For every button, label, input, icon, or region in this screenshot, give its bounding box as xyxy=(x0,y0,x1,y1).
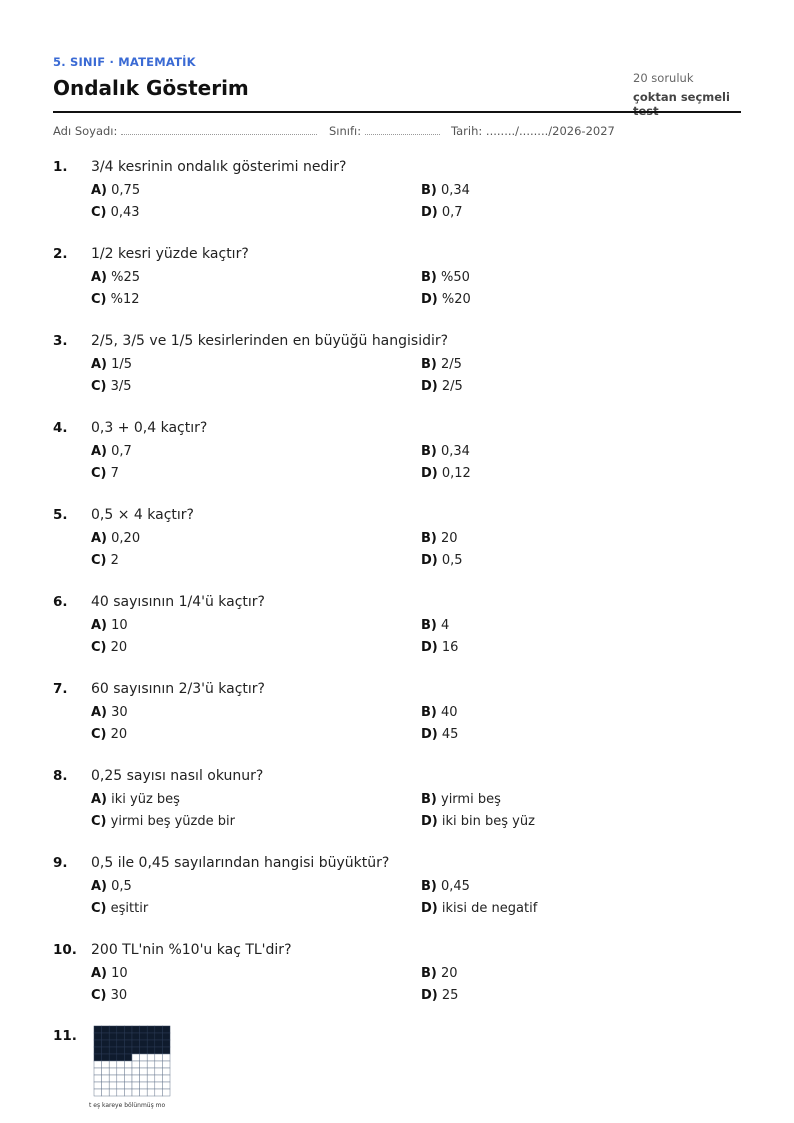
grid-cell xyxy=(124,1068,132,1075)
grid-cell-shaded xyxy=(132,1033,140,1040)
grid-cell xyxy=(162,1082,170,1089)
option-key: B) xyxy=(421,183,437,198)
option-b[interactable] xyxy=(421,183,470,198)
grid-cell-shaded xyxy=(140,1047,148,1054)
grid-cell xyxy=(147,1054,155,1061)
grid-cell xyxy=(140,1075,148,1082)
question-text: 0,25 sayısı nasıl okunur? xyxy=(91,768,264,784)
option-value: 0,5 xyxy=(111,879,132,894)
option-key: A) xyxy=(91,705,108,720)
option-value: 20 xyxy=(110,640,128,655)
grid-cell-shaded xyxy=(117,1033,125,1040)
grid-cell xyxy=(132,1082,140,1089)
option-value: ikisi de negatif xyxy=(441,901,538,916)
option-b[interactable] xyxy=(421,966,458,981)
grid-cell-shaded xyxy=(109,1040,117,1047)
grid-cell-shaded xyxy=(102,1054,110,1061)
option-d[interactable] xyxy=(421,901,537,916)
option-key: D) xyxy=(421,814,438,829)
question-text: 1/2 kesri yüzde kaçtır? xyxy=(91,246,249,262)
option-c[interactable] xyxy=(91,466,119,481)
option-b[interactable] xyxy=(421,879,470,894)
option-key: C) xyxy=(91,901,107,916)
option-key: B) xyxy=(421,618,437,633)
class-blank[interactable] xyxy=(365,124,440,135)
option-a[interactable] xyxy=(91,183,140,198)
grid-cell xyxy=(109,1068,117,1075)
question-count: 20 soruluk xyxy=(633,71,694,85)
grid-cell-shaded xyxy=(147,1047,155,1054)
question-text: 2/5, 3/5 ve 1/5 kesirlerinden en büyüğü hangisidir? xyxy=(91,333,449,349)
grid-cell-shaded xyxy=(155,1033,163,1040)
option-c[interactable] xyxy=(91,988,127,1003)
question-number: 7. xyxy=(53,681,68,697)
grid-cell xyxy=(124,1089,132,1096)
grid-cell xyxy=(94,1068,102,1075)
grid-cell xyxy=(109,1075,117,1082)
option-key: B) xyxy=(421,879,437,894)
grid-cell xyxy=(102,1089,110,1096)
grid-cell xyxy=(124,1075,132,1082)
grid-cell xyxy=(147,1082,155,1089)
question-number: 8. xyxy=(53,768,68,784)
option-value: 20 xyxy=(441,966,458,981)
option-a[interactable] xyxy=(91,270,140,285)
grid-cell-shaded xyxy=(94,1047,102,1054)
grid-cell xyxy=(147,1075,155,1082)
option-value: %12 xyxy=(110,292,140,307)
date-field[interactable]: Tarih: ......../......../2026-2027 xyxy=(451,124,615,138)
option-value: 4 xyxy=(441,618,450,633)
grid-cell-shaded xyxy=(124,1026,132,1033)
grid-cell xyxy=(162,1089,170,1096)
option-value: yirmi beş yüzde bir xyxy=(110,814,235,829)
grid-cell xyxy=(155,1082,163,1089)
option-c[interactable] xyxy=(91,553,119,568)
grid-cell-shaded xyxy=(109,1033,117,1040)
option-value: %50 xyxy=(441,270,470,285)
option-a[interactable] xyxy=(91,966,128,981)
option-c[interactable] xyxy=(91,379,132,394)
grid-cell-shaded xyxy=(140,1040,148,1047)
grid-cell xyxy=(147,1068,155,1075)
option-a[interactable] xyxy=(91,618,128,633)
grid-cell-shaded xyxy=(94,1033,102,1040)
option-c[interactable] xyxy=(91,727,127,742)
option-c[interactable] xyxy=(91,205,140,220)
grid-cell xyxy=(162,1061,170,1068)
option-key: C) xyxy=(91,640,107,655)
option-value: 40 xyxy=(441,705,458,720)
grid-cell-shaded xyxy=(117,1047,125,1054)
grid-cell-shaded xyxy=(132,1040,140,1047)
option-key: C) xyxy=(91,988,107,1003)
option-key: B) xyxy=(421,531,437,546)
option-c[interactable] xyxy=(91,640,127,655)
grid-cell-shaded xyxy=(117,1026,125,1033)
subject-label: 5. SINIF · MATEMATİK xyxy=(53,55,196,69)
grid-cell-shaded xyxy=(102,1033,110,1040)
question-text: 60 sayısının 2/3'ü kaçtır? xyxy=(91,681,265,697)
question-text: 0,5 ile 0,45 sayılarından hangisi büyüktür? xyxy=(91,855,390,871)
grid-cell xyxy=(132,1068,140,1075)
option-b[interactable] xyxy=(421,531,458,546)
grid-cell xyxy=(109,1082,117,1089)
grid-cell-shaded xyxy=(117,1054,125,1061)
question-text: 200 TL'nin %10'u kaç TL'dir? xyxy=(91,942,292,958)
question-number: 3. xyxy=(53,333,68,349)
option-b[interactable] xyxy=(421,357,462,372)
grid-cell xyxy=(155,1054,163,1061)
grid-cell-shaded xyxy=(140,1033,148,1040)
option-value: 0,43 xyxy=(110,205,140,220)
grid-cell xyxy=(124,1061,132,1068)
option-a[interactable] xyxy=(91,531,140,546)
grid-cell xyxy=(117,1061,125,1068)
option-d[interactable] xyxy=(421,640,458,655)
option-key: C) xyxy=(91,727,107,742)
option-a[interactable] xyxy=(91,444,132,459)
grid-cell-shaded xyxy=(94,1040,102,1047)
option-c[interactable] xyxy=(91,292,140,307)
option-value: iki bin beş yüz xyxy=(441,814,535,829)
grid-cell-shaded xyxy=(132,1047,140,1054)
grid-cell xyxy=(117,1068,125,1075)
option-d[interactable] xyxy=(421,292,471,307)
option-key: A) xyxy=(91,270,108,285)
grid-cell-shaded xyxy=(162,1026,170,1033)
option-key: C) xyxy=(91,379,107,394)
option-b[interactable] xyxy=(421,270,470,285)
grid-cell-shaded xyxy=(147,1026,155,1033)
option-value: 0,75 xyxy=(111,183,141,198)
option-value: 0,7 xyxy=(441,205,463,220)
figure-caption: t eş kareye bölünmüş mo xyxy=(89,1102,166,1109)
option-value: iki yüz beş xyxy=(111,792,180,807)
grid-cell xyxy=(102,1075,110,1082)
grid-cell xyxy=(147,1089,155,1096)
grid-cell xyxy=(117,1082,125,1089)
option-key: C) xyxy=(91,466,107,481)
grid-cell-shaded xyxy=(94,1026,102,1033)
grid-cell-shaded xyxy=(162,1047,170,1054)
hundred-grid xyxy=(93,1025,171,1097)
option-value: 10 xyxy=(111,618,128,633)
grid-cell xyxy=(117,1075,125,1082)
grid-cell-shaded xyxy=(124,1047,132,1054)
grid-cell xyxy=(94,1061,102,1068)
grid-cell xyxy=(140,1082,148,1089)
grid-cell-shaded xyxy=(117,1040,125,1047)
grid-cell xyxy=(162,1068,170,1075)
option-key: D) xyxy=(421,205,438,220)
grid-cell xyxy=(155,1068,163,1075)
grid-cell xyxy=(140,1054,148,1061)
option-key: B) xyxy=(421,792,437,807)
option-key: D) xyxy=(421,988,438,1003)
grid-cell-shaded xyxy=(140,1026,148,1033)
option-key: A) xyxy=(91,183,108,198)
grid-cell xyxy=(94,1082,102,1089)
option-key: A) xyxy=(91,879,108,894)
option-value: 2/5 xyxy=(441,357,462,372)
grid-cell-shaded xyxy=(109,1026,117,1033)
option-a[interactable] xyxy=(91,879,132,894)
option-key: A) xyxy=(91,357,108,372)
option-value: 25 xyxy=(441,988,459,1003)
option-key: A) xyxy=(91,792,108,807)
option-value: 2/5 xyxy=(441,379,463,394)
grid-cell-shaded xyxy=(147,1040,155,1047)
option-b[interactable] xyxy=(421,618,449,633)
option-value: 1/5 xyxy=(111,357,133,372)
option-d[interactable] xyxy=(421,814,535,829)
option-b[interactable] xyxy=(421,705,458,720)
name-blank[interactable] xyxy=(121,124,317,135)
option-value: 0,12 xyxy=(441,466,471,481)
option-key: B) xyxy=(421,357,437,372)
option-value: 30 xyxy=(111,705,128,720)
option-value: 0,7 xyxy=(111,444,132,459)
option-a[interactable] xyxy=(91,705,128,720)
option-value: 7 xyxy=(110,466,119,481)
grid-cell xyxy=(94,1089,102,1096)
grid-cell-shaded xyxy=(102,1026,110,1033)
option-key: A) xyxy=(91,444,108,459)
option-d[interactable] xyxy=(421,379,463,394)
option-value: eşittir xyxy=(110,901,149,916)
grid-cell-shaded xyxy=(155,1047,163,1054)
option-key: A) xyxy=(91,966,108,981)
option-key: D) xyxy=(421,466,438,481)
class-label: Sınıfı: xyxy=(329,124,362,138)
option-key: D) xyxy=(421,640,438,655)
option-key: D) xyxy=(421,553,438,568)
option-d[interactable] xyxy=(421,553,463,568)
grid-cell xyxy=(132,1054,140,1061)
option-key: B) xyxy=(421,966,437,981)
option-key: D) xyxy=(421,292,438,307)
option-a[interactable] xyxy=(91,357,132,372)
question-text: 40 sayısının 1/4'ü kaçtır? xyxy=(91,594,265,610)
question-number: 4. xyxy=(53,420,68,436)
grid-cell xyxy=(140,1089,148,1096)
grid-cell-shaded xyxy=(124,1040,132,1047)
option-value: 0,34 xyxy=(441,444,470,459)
option-value: 3/5 xyxy=(110,379,132,394)
name-field[interactable] xyxy=(53,124,317,138)
question-number: 9. xyxy=(53,855,68,871)
name-label: Adı Soyadı: xyxy=(53,124,118,138)
question-number: 5. xyxy=(53,507,68,523)
grid-cell xyxy=(102,1082,110,1089)
grid-cell-shaded xyxy=(94,1054,102,1061)
option-key: B) xyxy=(421,270,437,285)
grid-cell xyxy=(162,1075,170,1082)
grid-cell-shaded xyxy=(155,1026,163,1033)
option-value: 0,20 xyxy=(111,531,141,546)
option-d[interactable] xyxy=(421,988,458,1003)
header-divider xyxy=(53,111,741,113)
option-value: %25 xyxy=(111,270,141,285)
grid-cell xyxy=(147,1061,155,1068)
question-number: 11. xyxy=(53,1028,77,1044)
option-key: C) xyxy=(91,292,107,307)
grid-cell xyxy=(124,1082,132,1089)
option-key: A) xyxy=(91,618,108,633)
option-a[interactable] xyxy=(91,792,180,807)
option-value: 20 xyxy=(110,727,128,742)
grid-cell xyxy=(162,1054,170,1061)
grid-cell-shaded xyxy=(155,1040,163,1047)
option-key: B) xyxy=(421,705,437,720)
option-value: 10 xyxy=(111,966,128,981)
grid-cell xyxy=(140,1061,148,1068)
grid-cell xyxy=(155,1061,163,1068)
option-value: 16 xyxy=(441,640,459,655)
grid-cell xyxy=(155,1089,163,1096)
option-value: 45 xyxy=(441,727,459,742)
hundred-grid-figure xyxy=(93,1025,171,1101)
grid-cell-shaded xyxy=(102,1040,110,1047)
option-c[interactable] xyxy=(91,901,148,916)
option-key: D) xyxy=(421,727,438,742)
option-key: D) xyxy=(421,901,438,916)
option-key: B) xyxy=(421,444,437,459)
option-value: %20 xyxy=(441,292,471,307)
grid-cell xyxy=(140,1068,148,1075)
option-key: C) xyxy=(91,814,107,829)
option-key: C) xyxy=(91,553,107,568)
grid-cell xyxy=(109,1061,117,1068)
class-field[interactable] xyxy=(329,124,440,138)
grid-cell xyxy=(102,1068,110,1075)
question-text: 3/4 kesrinin ondalık gösterimi nedir? xyxy=(91,159,347,175)
grid-cell xyxy=(109,1089,117,1096)
option-value: 0,45 xyxy=(441,879,470,894)
option-d[interactable] xyxy=(421,466,471,481)
grid-cell xyxy=(132,1089,140,1096)
option-value: yirmi beş xyxy=(441,792,501,807)
option-value: 0,5 xyxy=(441,553,463,568)
question-number: 1. xyxy=(53,159,68,175)
grid-cell-shaded xyxy=(162,1033,170,1040)
grid-cell xyxy=(117,1089,125,1096)
grid-cell-shaded xyxy=(102,1047,110,1054)
option-d[interactable] xyxy=(421,727,458,742)
grid-cell-shaded xyxy=(147,1033,155,1040)
option-d[interactable] xyxy=(421,205,463,220)
grid-cell-shaded xyxy=(124,1054,132,1061)
grid-cell-shaded xyxy=(109,1047,117,1054)
option-value: 0,34 xyxy=(441,183,470,198)
grid-cell xyxy=(132,1061,140,1068)
option-key: A) xyxy=(91,531,108,546)
option-key: C) xyxy=(91,205,107,220)
question-number: 10. xyxy=(53,942,77,958)
grid-cell xyxy=(132,1075,140,1082)
question-number: 2. xyxy=(53,246,68,262)
grid-cell xyxy=(94,1075,102,1082)
option-key: D) xyxy=(421,379,438,394)
grid-cell-shaded xyxy=(132,1026,140,1033)
grid-cell xyxy=(102,1061,110,1068)
question-text: 0,3 + 0,4 kaçtır? xyxy=(91,420,208,436)
page-title: Ondalık Gösterim xyxy=(53,76,249,100)
grid-cell-shaded xyxy=(109,1054,117,1061)
option-value: 20 xyxy=(441,531,458,546)
option-value: 2 xyxy=(110,553,119,568)
option-value: 30 xyxy=(110,988,128,1003)
option-b[interactable] xyxy=(421,444,470,459)
question-text: 0,5 × 4 kaçtır? xyxy=(91,507,194,523)
grid-cell-shaded xyxy=(124,1033,132,1040)
grid-cell xyxy=(155,1075,163,1082)
test-type: çoktan seçmeli xyxy=(633,90,730,104)
grid-cell-shaded xyxy=(162,1040,170,1047)
question-number: 6. xyxy=(53,594,68,610)
option-b[interactable] xyxy=(421,792,501,807)
option-c[interactable] xyxy=(91,814,235,829)
